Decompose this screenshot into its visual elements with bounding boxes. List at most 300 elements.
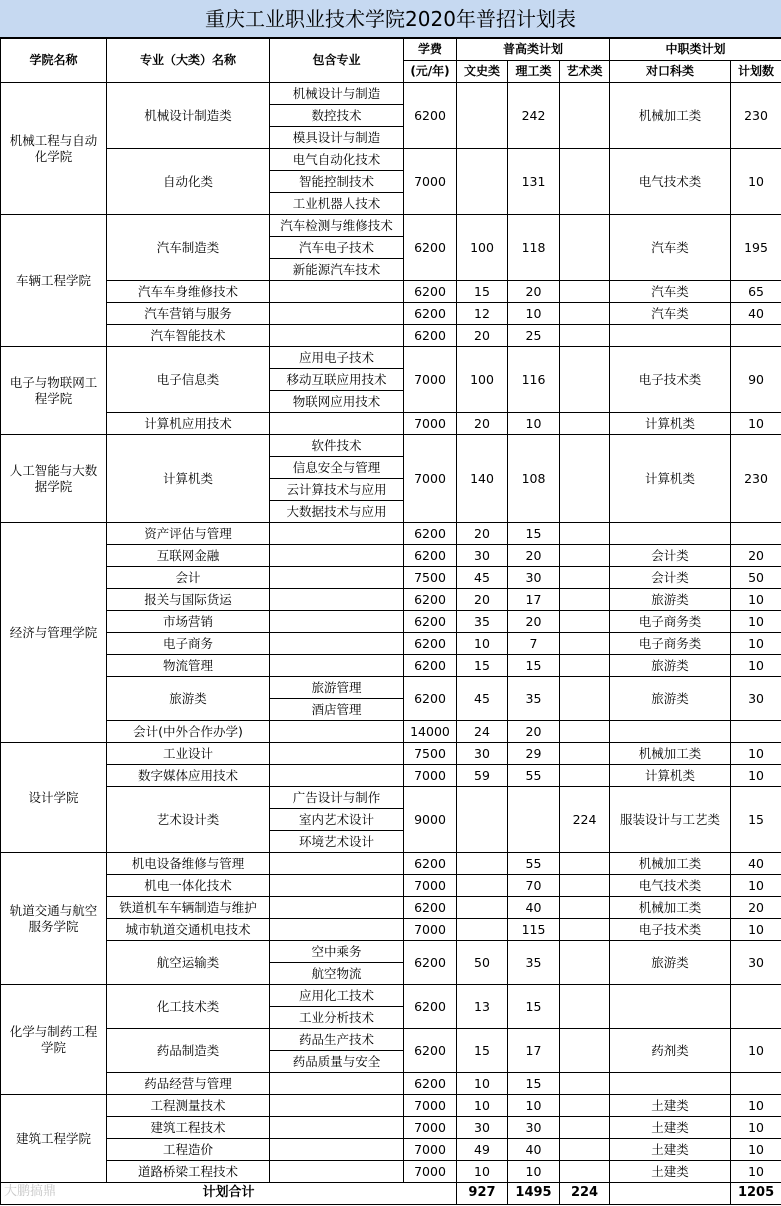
total-ligong: 1495 — [508, 1183, 560, 1205]
table-row — [1, 633, 781, 655]
plan-ligong: 242 — [508, 83, 560, 149]
header-vocational-plan: 中职类计划 — [610, 39, 781, 61]
vocational-count — [731, 523, 781, 545]
included-major: 电气自动化技术 — [270, 149, 404, 171]
tuition-fee: 7000 — [404, 1139, 457, 1161]
tuition-fee: 6200 — [404, 853, 457, 875]
major-name: 工程测量技术 — [107, 1095, 270, 1117]
table-row — [1, 765, 781, 787]
matching-category: 电子商务类 — [610, 611, 731, 633]
plan-ligong: 10 — [508, 413, 560, 435]
plan-ligong: 10 — [508, 1095, 560, 1117]
table-row — [1, 1161, 781, 1183]
plan-ligong: 7 — [508, 633, 560, 655]
plan-yishu — [560, 347, 610, 413]
plan-wenshi: 24 — [457, 721, 508, 743]
college-name: 人工智能与大数据学院 — [1, 435, 107, 523]
included-major: 工业机器人技术 — [270, 193, 404, 215]
plan-ligong: 20 — [508, 611, 560, 633]
vocational-count: 30 — [731, 941, 781, 985]
major-name: 航空运输类 — [107, 941, 270, 985]
included-major — [270, 1095, 404, 1117]
plan-wenshi: 49 — [457, 1139, 508, 1161]
major-name: 资产评估与管理 — [107, 523, 270, 545]
plan-ligong: 40 — [508, 1139, 560, 1161]
major-name: 物流管理 — [107, 655, 270, 677]
major-name: 电子信息类 — [107, 347, 270, 413]
plan-yishu — [560, 655, 610, 677]
plan-yishu — [560, 941, 610, 985]
matching-category: 旅游类 — [610, 941, 731, 985]
vocational-count: 40 — [731, 303, 781, 325]
included-major: 汽车电子技术 — [270, 237, 404, 259]
plan-wenshi — [457, 897, 508, 919]
matching-category: 旅游类 — [610, 589, 731, 611]
page-title: 重庆工业职业技术学院2020年普招计划表 — [0, 0, 781, 38]
plan-yishu — [560, 677, 610, 721]
tuition-fee: 9000 — [404, 787, 457, 853]
major-name: 数字媒体应用技术 — [107, 765, 270, 787]
header-general-plan: 普高类计划 — [457, 39, 610, 61]
tuition-fee: 6200 — [404, 325, 457, 347]
included-major — [270, 875, 404, 897]
header-college: 学院名称 — [1, 39, 107, 83]
table-row — [1, 413, 781, 435]
plan-wenshi: 15 — [457, 1029, 508, 1073]
tuition-fee: 7500 — [404, 743, 457, 765]
college-name: 电子与物联网工程学院 — [1, 347, 107, 435]
plan-ligong: 30 — [508, 567, 560, 589]
plan-wenshi — [457, 149, 508, 215]
included-major: 移动互联应用技术 — [270, 369, 404, 391]
vocational-count: 10 — [731, 743, 781, 765]
major-name: 艺术设计类 — [107, 787, 270, 853]
major-name: 机械设计制造类 — [107, 83, 270, 149]
college-name: 轨道交通与航空服务学院 — [1, 853, 107, 985]
plan-yishu: 224 — [560, 787, 610, 853]
included-major — [270, 765, 404, 787]
plan-ligong: 115 — [508, 919, 560, 941]
matching-category: 旅游类 — [610, 677, 731, 721]
header-sci-eng: 理工类 — [508, 61, 560, 83]
plan-wenshi: 20 — [457, 523, 508, 545]
vocational-count: 50 — [731, 567, 781, 589]
plan-ligong: 20 — [508, 545, 560, 567]
table-row — [1, 325, 781, 347]
major-name: 计算机类 — [107, 435, 270, 523]
plan-yishu — [560, 721, 610, 743]
table-row — [1, 523, 781, 545]
vocational-count: 10 — [731, 611, 781, 633]
vocational-count: 20 — [731, 545, 781, 567]
table-row — [1, 875, 781, 897]
plan-yishu — [560, 1095, 610, 1117]
included-major: 新能源汽车技术 — [270, 259, 404, 281]
header-plan-count: 计划数 — [731, 61, 781, 83]
plan-ligong: 131 — [508, 149, 560, 215]
plan-wenshi: 20 — [457, 413, 508, 435]
included-major — [270, 281, 404, 303]
plan-wenshi — [457, 919, 508, 941]
tuition-fee: 6200 — [404, 677, 457, 721]
plan-yishu — [560, 1139, 610, 1161]
included-major: 大数据技术与应用 — [270, 501, 404, 523]
plan-wenshi — [457, 875, 508, 897]
plan-wenshi: 10 — [457, 1095, 508, 1117]
vocational-count — [731, 985, 781, 1029]
major-name: 工业设计 — [107, 743, 270, 765]
included-major — [270, 413, 404, 435]
plan-ligong: 10 — [508, 303, 560, 325]
vocational-count: 10 — [731, 1139, 781, 1161]
plan-wenshi: 50 — [457, 941, 508, 985]
major-name: 会计(中外合作办学) — [107, 721, 270, 743]
tuition-fee: 7500 — [404, 567, 457, 589]
plan-yishu — [560, 743, 610, 765]
included-major: 药品生产技术 — [270, 1029, 404, 1051]
plan-ligong: 118 — [508, 215, 560, 281]
matching-category: 电气技术类 — [610, 875, 731, 897]
included-major: 空中乘务 — [270, 941, 404, 963]
included-major: 应用化工技术 — [270, 985, 404, 1007]
vocational-count: 195 — [731, 215, 781, 281]
vocational-count: 65 — [731, 281, 781, 303]
included-major — [270, 1139, 404, 1161]
major-name: 汽车营销与服务 — [107, 303, 270, 325]
vocational-count — [731, 1073, 781, 1095]
included-major: 航空物流 — [270, 963, 404, 985]
included-major — [270, 1117, 404, 1139]
plan-wenshi: 35 — [457, 611, 508, 633]
header-major: 专业（大类）名称 — [107, 39, 270, 83]
major-name: 电子商务 — [107, 633, 270, 655]
included-major — [270, 633, 404, 655]
included-major — [270, 655, 404, 677]
plan-wenshi: 100 — [457, 347, 508, 413]
plan-ligong: 55 — [508, 765, 560, 787]
plan-wenshi: 59 — [457, 765, 508, 787]
plan-yishu — [560, 523, 610, 545]
tuition-fee: 6200 — [404, 1073, 457, 1095]
plan-wenshi: 13 — [457, 985, 508, 1029]
vocational-count — [731, 325, 781, 347]
plan-wenshi — [457, 83, 508, 149]
tuition-fee: 6200 — [404, 545, 457, 567]
plan-ligong: 20 — [508, 281, 560, 303]
plan-yishu — [560, 281, 610, 303]
vocational-count: 230 — [731, 435, 781, 523]
matching-category: 电子技术类 — [610, 919, 731, 941]
major-name: 机电一体化技术 — [107, 875, 270, 897]
table-row — [1, 281, 781, 303]
table-row — [1, 435, 781, 457]
plan-wenshi: 140 — [457, 435, 508, 523]
matching-category: 会计类 — [610, 545, 731, 567]
tuition-fee: 6200 — [404, 523, 457, 545]
included-major: 机械设计与制造 — [270, 83, 404, 105]
table-row — [1, 1095, 781, 1117]
table-row — [1, 303, 781, 325]
vocational-count: 20 — [731, 897, 781, 919]
tuition-fee: 7000 — [404, 919, 457, 941]
major-name: 汽车智能技术 — [107, 325, 270, 347]
vocational-count: 10 — [731, 149, 781, 215]
matching-category: 电子商务类 — [610, 633, 731, 655]
matching-category — [610, 985, 731, 1029]
included-major — [270, 743, 404, 765]
matching-category: 土建类 — [610, 1117, 731, 1139]
matching-category — [610, 523, 731, 545]
included-major: 模具设计与制造 — [270, 127, 404, 149]
plan-ligong: 40 — [508, 897, 560, 919]
vocational-count: 10 — [731, 765, 781, 787]
matching-category: 机械加工类 — [610, 83, 731, 149]
table-row — [1, 655, 781, 677]
total-matching — [610, 1183, 731, 1205]
plan-wenshi: 15 — [457, 281, 508, 303]
plan-wenshi: 12 — [457, 303, 508, 325]
header-art: 艺术类 — [560, 61, 610, 83]
included-major — [270, 303, 404, 325]
major-name: 化工技术类 — [107, 985, 270, 1029]
vocational-count: 10 — [731, 1029, 781, 1073]
tuition-fee: 6200 — [404, 897, 457, 919]
plan-wenshi: 30 — [457, 743, 508, 765]
included-major — [270, 919, 404, 941]
table-row — [1, 941, 781, 963]
table-row — [1, 567, 781, 589]
major-name: 药品经营与管理 — [107, 1073, 270, 1095]
vocational-count: 10 — [731, 413, 781, 435]
table-row — [1, 1073, 781, 1095]
included-major: 物联网应用技术 — [270, 391, 404, 413]
major-name: 旅游类 — [107, 677, 270, 721]
plan-wenshi: 45 — [457, 677, 508, 721]
table-row — [1, 743, 781, 765]
tuition-fee: 6200 — [404, 1029, 457, 1073]
included-major — [270, 325, 404, 347]
plan-ligong: 70 — [508, 875, 560, 897]
matching-category: 汽车类 — [610, 303, 731, 325]
included-major — [270, 567, 404, 589]
matching-category: 会计类 — [610, 567, 731, 589]
plan-wenshi: 10 — [457, 633, 508, 655]
table-row — [1, 215, 781, 237]
header-matching: 对口科类 — [610, 61, 731, 83]
tuition-fee: 6200 — [404, 611, 457, 633]
college-name: 车辆工程学院 — [1, 215, 107, 347]
plan-yishu — [560, 897, 610, 919]
plan-wenshi — [457, 787, 508, 853]
tuition-fee: 7000 — [404, 435, 457, 523]
college-name: 机械工程与自动化学院 — [1, 83, 107, 215]
matching-category — [610, 325, 731, 347]
plan-wenshi: 10 — [457, 1073, 508, 1095]
vocational-count: 10 — [731, 655, 781, 677]
plan-ligong: 15 — [508, 985, 560, 1029]
vocational-count: 10 — [731, 875, 781, 897]
included-major: 广告设计与制作 — [270, 787, 404, 809]
matching-category: 旅游类 — [610, 655, 731, 677]
table-row — [1, 545, 781, 567]
college-name: 建筑工程学院 — [1, 1095, 107, 1183]
included-major: 应用电子技术 — [270, 347, 404, 369]
table-body — [1, 83, 781, 1183]
included-major: 药品质量与安全 — [270, 1051, 404, 1073]
plan-wenshi — [457, 853, 508, 875]
table-row — [1, 787, 781, 809]
major-name: 计算机应用技术 — [107, 413, 270, 435]
plan-ligong: 10 — [508, 1161, 560, 1183]
tuition-fee: 6200 — [404, 83, 457, 149]
plan-wenshi: 45 — [457, 567, 508, 589]
matching-category: 机械加工类 — [610, 897, 731, 919]
matching-category: 土建类 — [610, 1161, 731, 1183]
included-major — [270, 721, 404, 743]
plan-yishu — [560, 1029, 610, 1073]
table-row — [1, 1139, 781, 1161]
total-count: 1205 — [731, 1183, 781, 1205]
total-label: 计划合计 — [1, 1183, 457, 1205]
plan-wenshi: 20 — [457, 589, 508, 611]
included-major — [270, 1161, 404, 1183]
included-major — [270, 589, 404, 611]
matching-category: 机械加工类 — [610, 743, 731, 765]
included-major — [270, 897, 404, 919]
table-row — [1, 919, 781, 941]
tuition-fee: 6200 — [404, 589, 457, 611]
tuition-fee: 6200 — [404, 655, 457, 677]
plan-yishu — [560, 413, 610, 435]
vocational-count: 40 — [731, 853, 781, 875]
major-name: 自动化类 — [107, 149, 270, 215]
tuition-fee: 7000 — [404, 765, 457, 787]
vocational-count: 90 — [731, 347, 781, 413]
matching-category: 土建类 — [610, 1139, 731, 1161]
included-major: 智能控制技术 — [270, 171, 404, 193]
plan-yishu — [560, 633, 610, 655]
tuition-fee: 6200 — [404, 941, 457, 985]
included-major: 旅游管理 — [270, 677, 404, 699]
major-name: 建筑工程技术 — [107, 1117, 270, 1139]
table-row — [1, 347, 781, 369]
plan-yishu — [560, 611, 610, 633]
tuition-fee: 7000 — [404, 875, 457, 897]
plan-yishu — [560, 545, 610, 567]
major-name: 城市轨道交通机电技术 — [107, 919, 270, 941]
major-name: 市场营销 — [107, 611, 270, 633]
tuition-fee: 7000 — [404, 413, 457, 435]
plan-wenshi: 20 — [457, 325, 508, 347]
plan-ligong: 15 — [508, 523, 560, 545]
plan-yishu — [560, 919, 610, 941]
plan-yishu — [560, 1073, 610, 1095]
major-name: 机电设备维修与管理 — [107, 853, 270, 875]
included-major: 环境艺术设计 — [270, 831, 404, 853]
matching-category: 土建类 — [610, 1095, 731, 1117]
included-major: 数控技术 — [270, 105, 404, 127]
table-row — [1, 83, 781, 105]
plan-yishu — [560, 83, 610, 149]
tuition-fee: 7000 — [404, 1095, 457, 1117]
tuition-fee: 6200 — [404, 303, 457, 325]
plan-ligong: 30 — [508, 1117, 560, 1139]
plan-ligong: 20 — [508, 721, 560, 743]
major-name: 道路桥梁工程技术 — [107, 1161, 270, 1183]
included-major: 酒店管理 — [270, 699, 404, 721]
vocational-count: 10 — [731, 1095, 781, 1117]
plan-yishu — [560, 303, 610, 325]
included-major — [270, 523, 404, 545]
vocational-count: 15 — [731, 787, 781, 853]
major-name: 汽车制造类 — [107, 215, 270, 281]
plan-ligong: 17 — [508, 589, 560, 611]
plan-wenshi: 15 — [457, 655, 508, 677]
major-name: 工程造价 — [107, 1139, 270, 1161]
plan-ligong: 35 — [508, 677, 560, 721]
included-major: 软件技术 — [270, 435, 404, 457]
vocational-count: 10 — [731, 589, 781, 611]
plan-wenshi: 10 — [457, 1161, 508, 1183]
header-fee-unit: (元/年) — [404, 61, 457, 83]
vocational-count: 10 — [731, 633, 781, 655]
plan-ligong: 15 — [508, 1073, 560, 1095]
plan-yishu — [560, 853, 610, 875]
table-row — [1, 721, 781, 743]
vocational-count: 10 — [731, 1117, 781, 1139]
included-major: 信息安全与管理 — [270, 457, 404, 479]
watermark: 大鹏搞鼎 — [4, 1184, 57, 1199]
tuition-fee: 7000 — [404, 1161, 457, 1183]
table-row — [1, 1029, 781, 1051]
plan-yishu — [560, 215, 610, 281]
included-major: 室内艺术设计 — [270, 809, 404, 831]
tuition-fee: 7000 — [404, 347, 457, 413]
header-includes: 包含专业 — [270, 39, 404, 83]
vocational-count: 230 — [731, 83, 781, 149]
plan-wenshi: 30 — [457, 545, 508, 567]
major-name: 药品制造类 — [107, 1029, 270, 1073]
included-major: 汽车检测与维修技术 — [270, 215, 404, 237]
tuition-fee: 14000 — [404, 721, 457, 743]
matching-category: 电子技术类 — [610, 347, 731, 413]
plan-ligong: 55 — [508, 853, 560, 875]
college-name: 设计学院 — [1, 743, 107, 853]
table-row — [1, 149, 781, 171]
enrollment-plan-table — [0, 38, 781, 1205]
major-name: 会计 — [107, 567, 270, 589]
plan-yishu — [560, 765, 610, 787]
plan-ligong: 108 — [508, 435, 560, 523]
tuition-fee: 7000 — [404, 149, 457, 215]
matching-category: 药剂类 — [610, 1029, 731, 1073]
major-name: 汽车车身维修技术 — [107, 281, 270, 303]
tuition-fee: 6200 — [404, 281, 457, 303]
plan-ligong: 25 — [508, 325, 560, 347]
total-yishu: 224 — [560, 1183, 610, 1205]
table-row — [1, 611, 781, 633]
plan-yishu — [560, 149, 610, 215]
tuition-fee: 6200 — [404, 985, 457, 1029]
vocational-count — [731, 721, 781, 743]
plan-ligong: 116 — [508, 347, 560, 413]
vocational-count: 10 — [731, 919, 781, 941]
major-name: 报关与国际货运 — [107, 589, 270, 611]
plan-ligong — [508, 787, 560, 853]
tuition-fee: 6200 — [404, 633, 457, 655]
included-major: 云计算技术与应用 — [270, 479, 404, 501]
header-fee: 学费 — [404, 39, 457, 61]
